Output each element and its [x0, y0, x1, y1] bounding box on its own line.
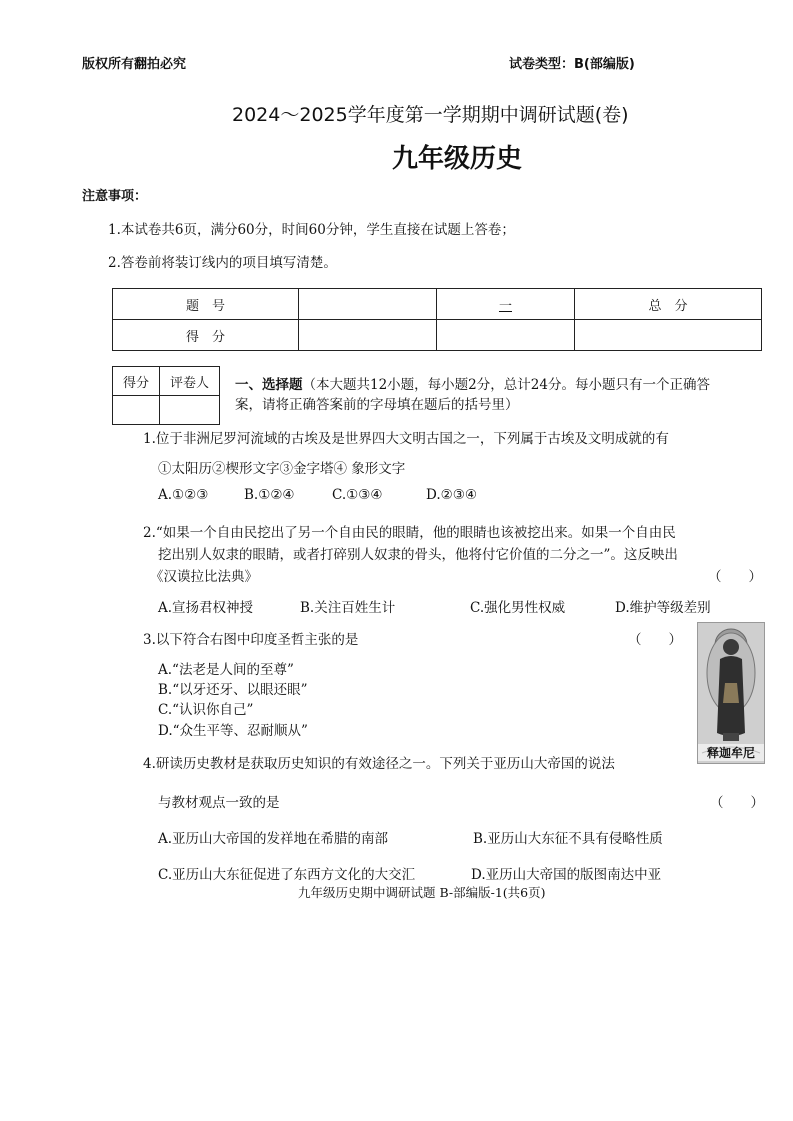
question-2-stem: 挖出别人奴隶的眼睛，或者打碎别人奴隶的骨头，他将付它价值的二分之一”。这反映出	[158, 547, 678, 563]
question-3-option-c[interactable]: C.“认识你自己”	[158, 702, 254, 718]
question-1-option-d[interactable]: D.②③④	[426, 487, 477, 503]
note-item: 2.答卷前将装订线内的项目填写清楚。	[108, 255, 337, 271]
score-table-cell	[299, 289, 437, 320]
question-2-option-d[interactable]: D.维护等级差别	[615, 600, 711, 616]
buddha-illustration	[698, 623, 764, 763]
question-2-option-c[interactable]: C.强化男性权威	[470, 600, 566, 616]
page-footer: 九年级历史期中调研试题 B-部编版-1(共6页)	[298, 885, 546, 900]
exam-title: 2024～2025学年度第一学期期中调研试题(卷)	[232, 104, 629, 126]
question-1-items: ①太阳历②楔形文字③金字塔④ 象形文字	[158, 461, 406, 477]
score-table-cell: 一	[437, 289, 575, 320]
question-2-option-a[interactable]: A.宣扬君权神授	[158, 600, 254, 616]
score-table	[112, 288, 762, 351]
grader-score-label: 得分	[113, 367, 160, 396]
question-1-stem: 1.位于非洲尼罗河流域的古埃及是世界四大文明古国之一，下列属于古埃及文明成就的有	[143, 431, 669, 447]
question-4-option-b[interactable]: B.亚历山大东征不具有侵略性质	[473, 831, 663, 847]
notes-heading: 注意事项：	[82, 189, 148, 204]
score-field[interactable]	[299, 320, 437, 351]
question-3-stem: 3.以下符合右图中印度圣哲主张的是	[143, 632, 359, 648]
figure-caption: 释迦牟尼	[698, 744, 764, 761]
question-2-stem: 《汉谟拉比法典》	[150, 569, 258, 585]
grader-name-field[interactable]	[160, 396, 220, 425]
answer-bracket[interactable]: （ ）	[628, 632, 682, 648]
question-1-option-b[interactable]: B.①②④	[244, 487, 295, 503]
answer-bracket[interactable]: （ ）	[710, 795, 764, 811]
question-2-stem: 2.“如果一个自由民挖出了另一个自由民的眼睛，他的眼睛也该被挖出来。如果一个自由民	[143, 525, 676, 541]
question-3-option-b[interactable]: B.“以牙还牙、以眼还眼”	[158, 682, 308, 698]
section-instruction-line: （本大题共12小题，每小题2分，总计24分。每小题只有一个正确答	[302, 377, 710, 393]
question-4-option-a[interactable]: A.亚历山大帝国的发祥地在希腊的南部	[158, 831, 389, 847]
copyright-notice: 版权所有翻拍必究	[82, 57, 187, 72]
score-field[interactable]	[437, 320, 575, 351]
question-1-option-a[interactable]: A.①②③	[158, 487, 209, 503]
question-4-stem: 与教材观点一致的是	[158, 795, 280, 811]
buddha-figure	[697, 622, 765, 764]
grader-table	[112, 366, 220, 425]
score-table-label: 得 分	[113, 320, 299, 351]
question-3-option-a[interactable]: A.“法老是人间的至尊”	[158, 662, 294, 678]
score-field[interactable]	[575, 320, 762, 351]
answer-bracket[interactable]: （ ）	[708, 569, 762, 585]
section-instruction-line: 案，请将正确答案前的字母填在题后的括号里）	[235, 397, 519, 413]
subject-title: 九年级历史	[392, 144, 523, 174]
note-item: 1.本试卷共6页，满分60分，时间60分钟，学生直接在试题上答卷；	[108, 222, 515, 238]
score-table-label: 题 号	[113, 289, 299, 320]
paper-type: 试卷类型：B(部编版)	[509, 57, 635, 72]
grader-score-field[interactable]	[113, 396, 160, 425]
question-3-option-d[interactable]: D.“众生平等、忍耐顺从”	[158, 723, 308, 739]
grader-name-label: 评卷人	[160, 367, 220, 396]
question-4-option-c[interactable]: C.亚历山大东征促进了东西方文化的大交汇	[158, 867, 416, 883]
section-instruction	[235, 373, 710, 393]
score-table-label: 总 分	[575, 289, 762, 320]
question-2-option-b[interactable]: B.关注百姓生计	[300, 600, 396, 616]
question-1-option-c[interactable]: C.①③④	[332, 487, 383, 503]
section-title: 一、选择题	[235, 377, 303, 393]
question-4-stem: 4.研读历史教材是获取历史知识的有效途径之一。下列关于亚历山大帝国的说法	[143, 756, 615, 772]
question-4-option-d[interactable]: D.亚历山大帝国的版图南达中亚	[471, 867, 662, 883]
